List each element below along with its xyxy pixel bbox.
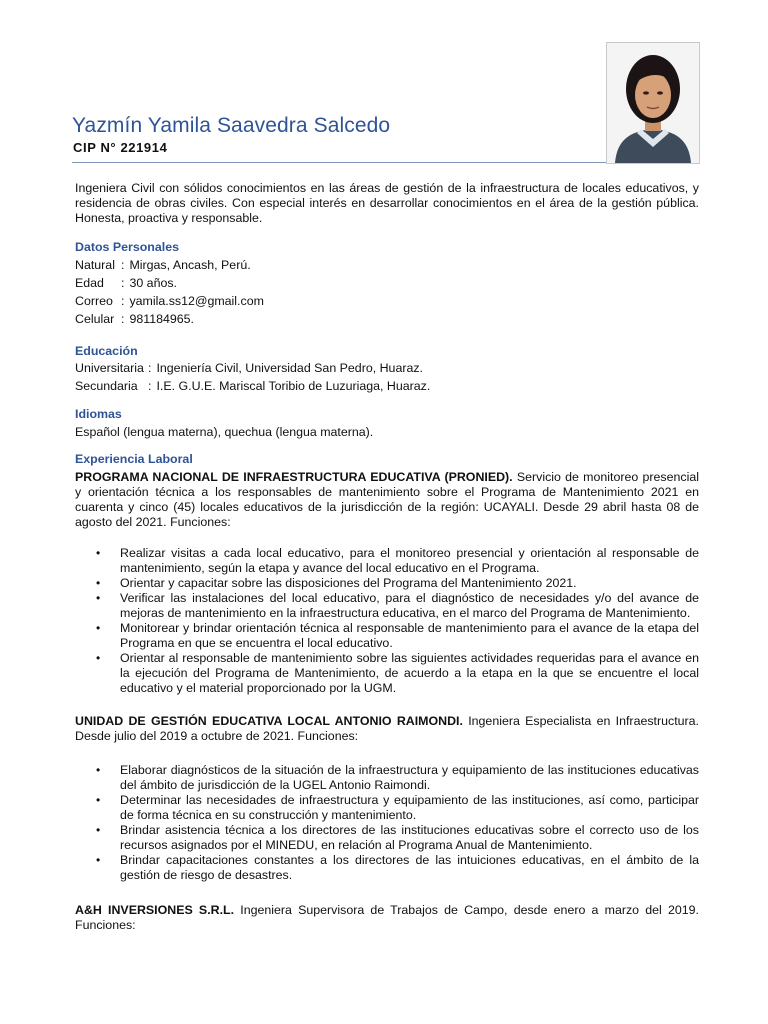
field-label: Edad xyxy=(75,276,104,290)
email-value: yamila.ss12@gmail.com xyxy=(129,294,264,308)
field-value: Ingeniería Civil, Universidad San Pedro, Huaraz. xyxy=(156,361,423,375)
personal-row-celular: Celular : 981184965. xyxy=(75,312,194,326)
list-item: • Orientar y capacitar sobre las disposiciones del Programa del Mantenimiento 2021. xyxy=(75,576,699,591)
job-ugel-summary xyxy=(75,714,699,744)
section-heading-experience: Experiencia Laboral xyxy=(75,452,193,466)
section-heading-education: Educación xyxy=(75,344,138,358)
personal-data-list xyxy=(75,256,264,328)
list-item: • Elaborar diagnósticos de la situación de la infraestructura y equipamiento de las instituciones educativas del ámbito de jurisdicción de la UGEL Antonio Raimondi. xyxy=(75,763,699,793)
job-ah-summary xyxy=(75,903,699,933)
field-value: I.E. G.U.E. Mariscal Toribio de Luzuriaga, Huaraz. xyxy=(156,379,431,393)
header-divider xyxy=(72,162,698,163)
field-label: Universitaria xyxy=(75,361,144,375)
job-description: Ingeniera Supervisora de Trabajos de Campo, desde enero a marzo del 2019. Funciones: xyxy=(75,903,700,932)
education-list xyxy=(75,359,430,395)
field-label: Celular xyxy=(75,312,115,326)
personal-row-edad: Edad : 30 años. xyxy=(75,276,177,290)
phone-value: 981184965. xyxy=(129,312,194,326)
languages-text: Español (lengua materna), quechua (lengua materna). xyxy=(75,425,374,439)
portrait-photo-icon xyxy=(607,43,699,163)
job-description: Servicio de monitoreo presencial y orientación técnica a los responsables de mantenimiento sobre el Programa de Mantenimiento 2021 en cuarenta y cinco (45) locales educativos de la jurisdicción de la región: UCAYALI. Desde 29 abril hasta 08 de agosto del 2021. Funciones: xyxy=(75,470,699,529)
field-label: Secundaria xyxy=(75,379,138,393)
field-value: 30 años. xyxy=(129,276,177,290)
job-ugel-functions xyxy=(75,763,699,883)
job-description: Ingeniera Especialista en Infraestructura. Desde julio del 2019 a octubre de 2021. Funciones: xyxy=(75,714,699,743)
list-item: • Brindar asistencia técnica a los directores de las instituciones educativas sobre el correcto uso de los recursos asignados por el MINEDU, en relación al Programa Anual de Mantenimiento. xyxy=(75,823,699,853)
list-item: • Realizar visitas a cada local educativo, para el monitoreo presencial y orientación al responsable de mantenimiento, según la etapa y avance del local educativo en el Programa. xyxy=(75,546,699,576)
employer-name: UNIDAD DE GESTIÓN EDUCATIVA LOCAL ANTONIO RAIMONDI. xyxy=(75,714,463,728)
list-item: • Monitorear y brindar orientación técnica al responsable de mantenimiento para el avance de la etapa del Programa en que se encuentra el local educativo. xyxy=(75,621,699,651)
job-pronied-functions xyxy=(75,546,699,696)
personal-row-natural: Natural : Mirgas, Ancash, Perú. xyxy=(75,258,251,272)
employer-name: A&H INVERSIONES S.R.L. xyxy=(75,903,235,917)
candidate-name: Yazmín Yamila Saavedra Salcedo xyxy=(72,114,391,137)
field-label: Natural xyxy=(75,258,115,272)
cip-number: CIP N° 221914 xyxy=(73,140,168,155)
field-value: Mirgas, Ancash, Perú. xyxy=(129,258,251,272)
section-heading-languages: Idiomas xyxy=(75,407,122,421)
job-pronied-summary xyxy=(75,470,699,530)
list-item: • Orientar al responsable de mantenimiento sobre las siguientes actividades requeridas para el avance en la ejecución del Programa de Mantenimiento, de acuerdo a la etapa en la que se encuentre el local educativo y el material proporcionado por la UGM. xyxy=(75,651,699,696)
field-label: Correo xyxy=(75,294,113,308)
education-row-university: Universitaria : Ingeniería Civil, Universidad San Pedro, Huaraz. xyxy=(75,361,423,375)
employer-name: PROGRAMA NACIONAL DE INFRAESTRUCTURA EDUCATIVA (PRONIED). xyxy=(75,470,513,484)
personal-row-correo: Correo : yamila.ss12@gmail.com xyxy=(75,294,264,308)
list-item: • Brindar capacitaciones constantes a los directores de las intuiciones educativas, en el ámbito de la gestión de riesgo de desastres. xyxy=(75,853,699,883)
profile-summary: Ingeniera Civil con sólidos conocimientos en las áreas de gestión de la infraestructura de locales educativos, y residencia de obras civiles. Con especial interés en desarrollar conocimientos en el área de la gestión pública. Honesta, proactiva y responsable. xyxy=(75,181,699,225)
section-heading-personal: Datos Personales xyxy=(75,240,179,254)
list-item: • Verificar las instalaciones del local educativo, para el diagnóstico de necesidades y/o del avance de mejoras de mantenimiento en la infraestructura educativa, en el marco del Programa de Mantenimiento. xyxy=(75,591,699,621)
profile-photo xyxy=(606,42,700,164)
list-item: • Determinar las necesidades de infraestructura y equipamiento de las instituciones, así como, participar de forma técnica en su construcción y mantenimiento. xyxy=(75,793,699,823)
education-row-secondary: Secundaria : I.E. G.U.E. Mariscal Toribio de Luzuriaga, Huaraz. xyxy=(75,379,431,393)
